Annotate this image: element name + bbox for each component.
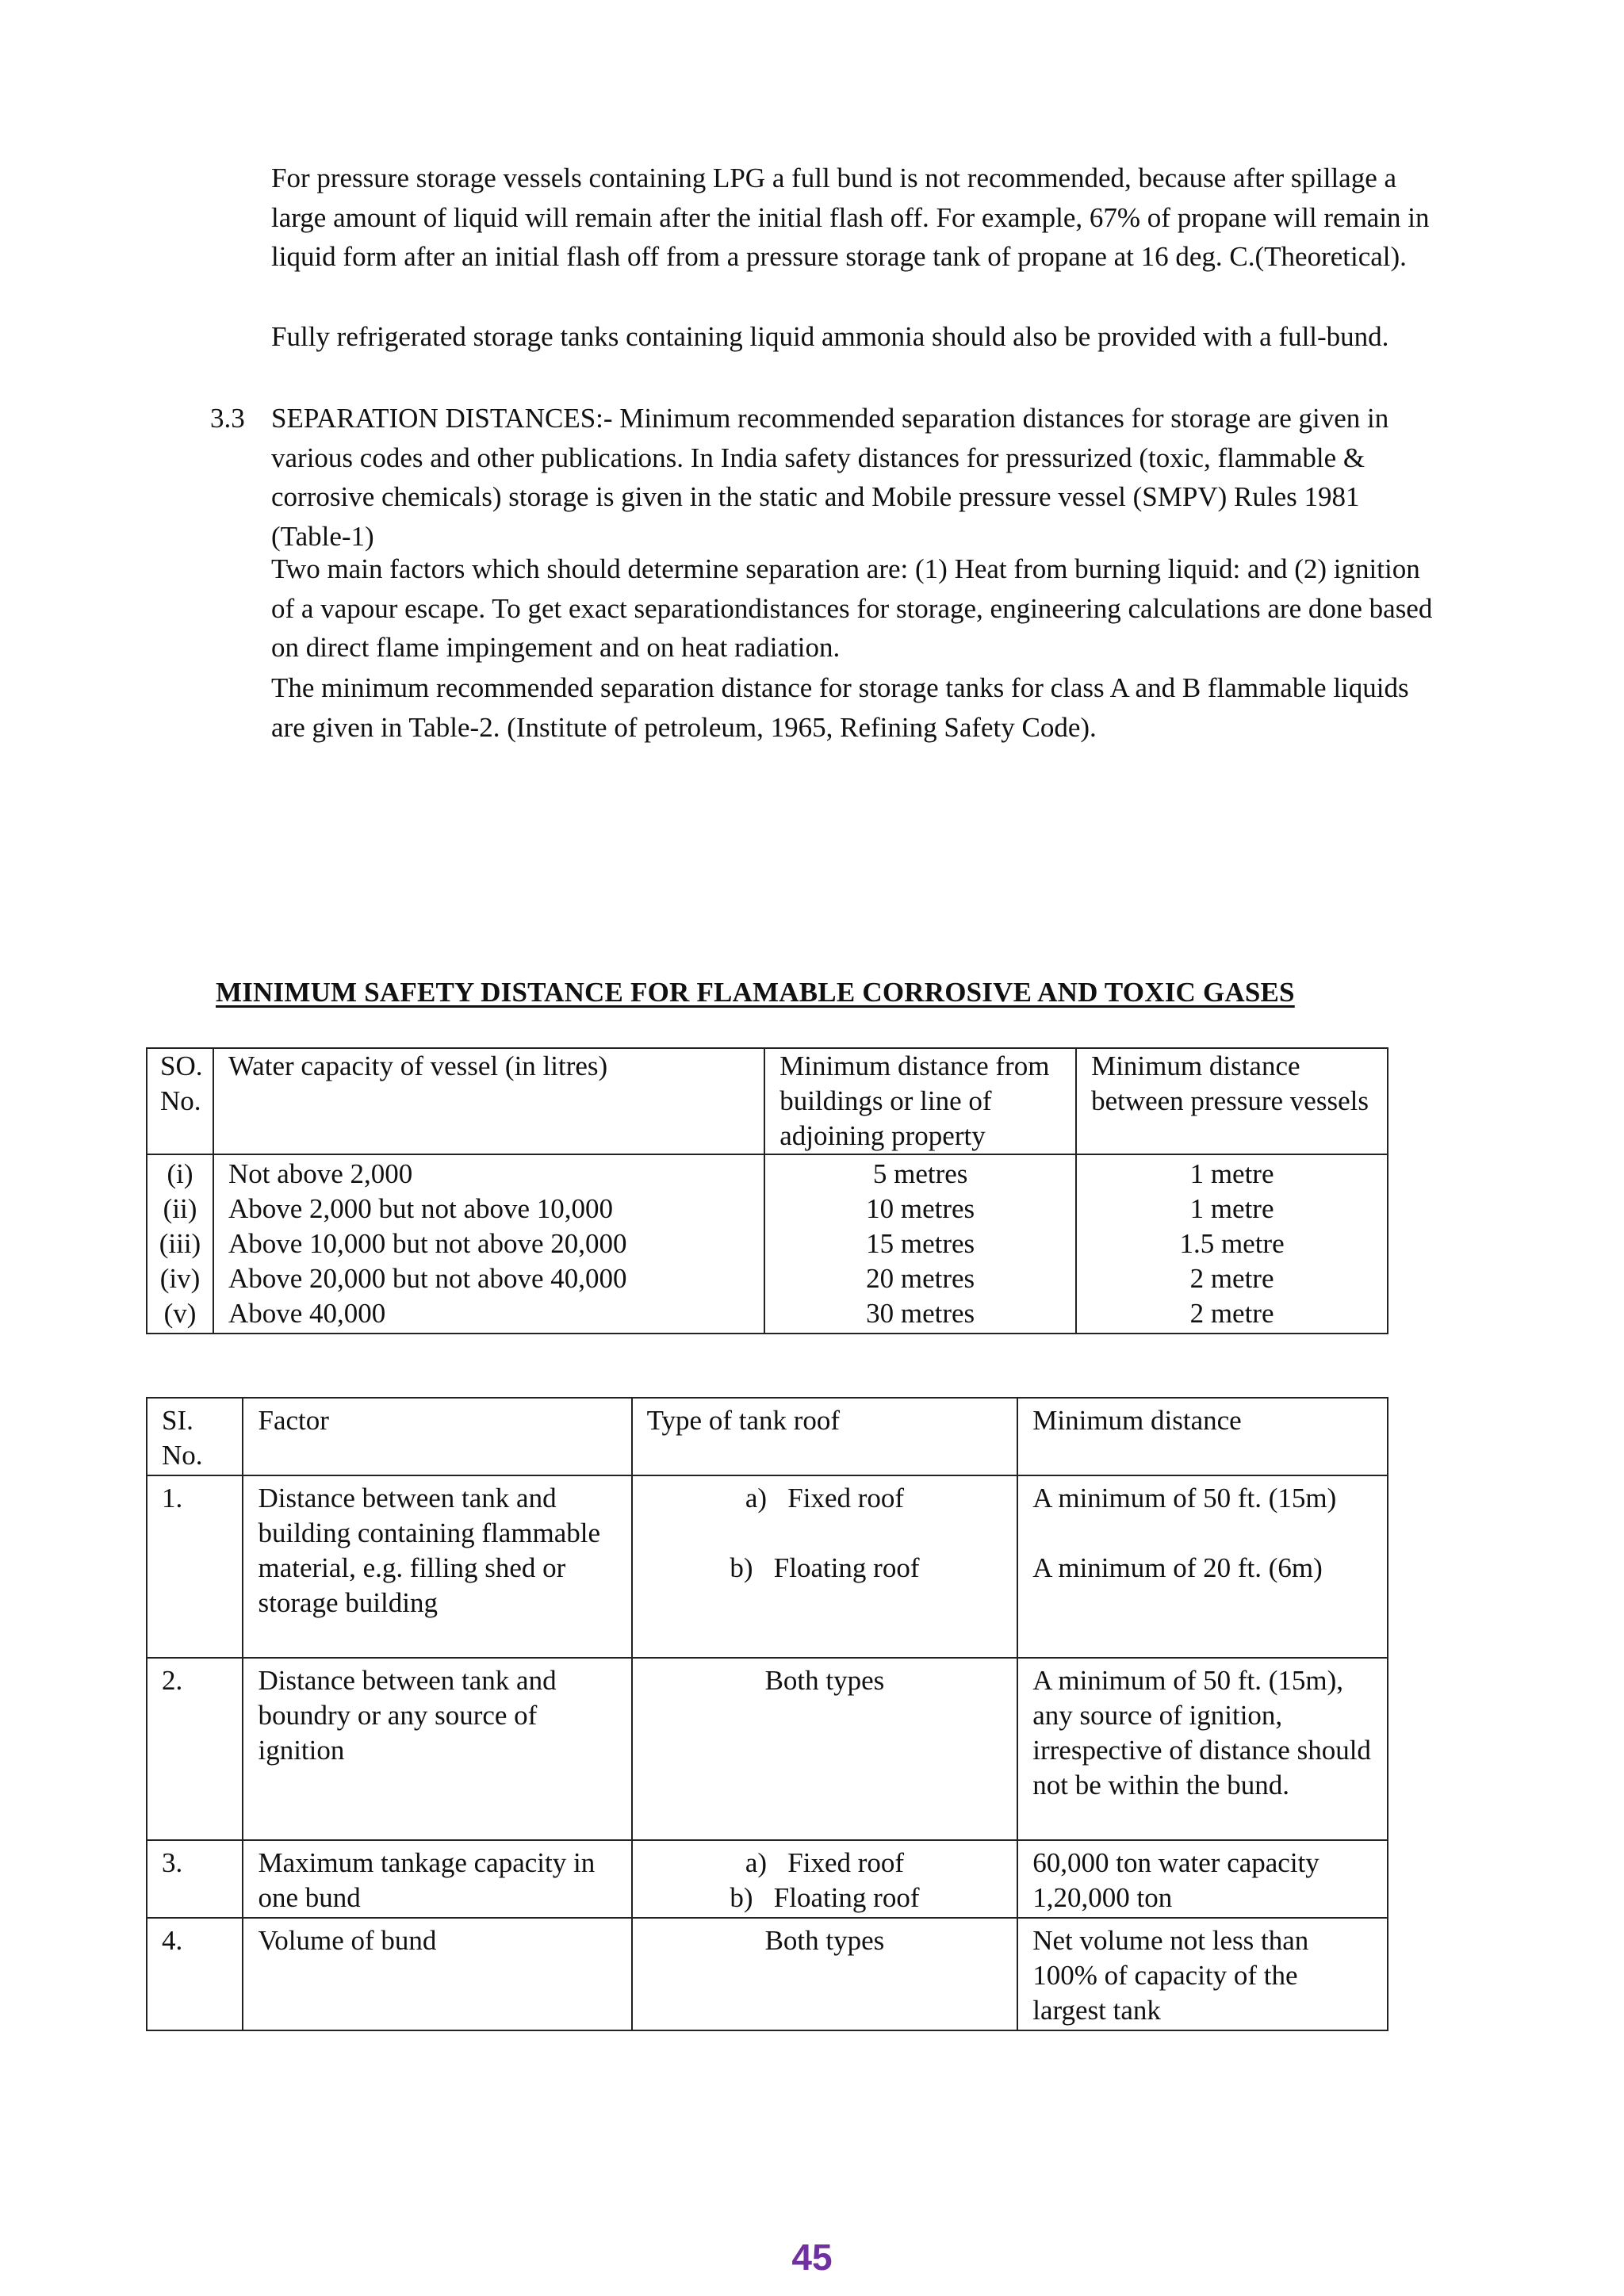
- paragraph-table2-reference: The minimum recommended separation distance for storage tanks for class A and B flammable liquids are given in Table-2. (Institute of petroleum, 1965, Refining Safety Code).: [271, 672, 1409, 743]
- table-cell: 2 metre: [1189, 1263, 1274, 1294]
- table-cell: Above 10,000 but not above 20,000: [228, 1228, 627, 1259]
- distance-fixed: A minimum of 50 ft. (15m): [1032, 1483, 1337, 1513]
- table-cell: 1 metre: [1189, 1193, 1274, 1224]
- so-no-column: [147, 1154, 213, 1334]
- table-cell: Above 20,000 but not above 40,000: [228, 1263, 627, 1294]
- table-cell: 1 metre: [1189, 1158, 1274, 1189]
- table-row: [147, 1918, 1388, 2030]
- table-cell: Distance between tank and boundry or any source of ignition: [243, 1658, 631, 1840]
- table-cell: 1.: [147, 1475, 243, 1658]
- table-header-row: [147, 1398, 1388, 1475]
- section-number: 3.3: [210, 403, 245, 434]
- table1-title: MINIMUM SAFETY DISTANCE FOR FLAMABLE CORROSIVE AND TOXIC GASES: [216, 977, 1295, 1008]
- table-cell: (iii): [159, 1228, 201, 1259]
- header-si-no: SI. No.: [147, 1398, 243, 1475]
- table-cell: (v): [163, 1298, 197, 1329]
- table-cell: 15 metres: [866, 1228, 975, 1259]
- table-cell: [1017, 1475, 1388, 1658]
- table-row: [147, 1840, 1388, 1918]
- roof-option-fixed: a) Fixed roof: [745, 1847, 905, 1878]
- table-cell: (ii): [163, 1193, 197, 1224]
- roof-option-fixed: a) Fixed roof: [745, 1483, 905, 1513]
- table-body-row: [147, 1154, 1388, 1334]
- table-cell: Above 2,000 but not above 10,000: [228, 1193, 614, 1224]
- header-from-buildings: Minimum distance from buildings or line of adjoining property: [764, 1048, 1076, 1154]
- table-cell: 30 metres: [866, 1298, 975, 1329]
- table-cell: Not above 2,000: [228, 1158, 413, 1189]
- table-cell: 2 metre: [1189, 1298, 1274, 1329]
- header-so-no: SO. No.: [147, 1048, 213, 1154]
- paragraph-main-factors: Two main factors which should determine separation are: (1) Heat from burning liquid: and (2) ignition of a vapour escape. To get exact separationdistances for storage, engineering calculations are done based on direct flame impingement and on heat radiation.: [271, 553, 1433, 663]
- roof-option-floating: b) Floating roof: [730, 1552, 920, 1583]
- capacity-column: [213, 1154, 764, 1334]
- table-cell: [1017, 1840, 1388, 1918]
- paragraph-ammonia-bund: Fully refrigerated storage tanks containing liquid ammonia should also be provided with a full-bund.: [271, 321, 1389, 352]
- table-row: [147, 1658, 1388, 1840]
- page-number: 45: [791, 2237, 833, 2278]
- from-buildings-column: [764, 1154, 1076, 1334]
- table-cell: Distance between tank and building containing flammable material, e.g. filling shed or storage building: [243, 1475, 631, 1658]
- table-cell: Both types: [632, 1918, 1018, 2030]
- table-row: [147, 1475, 1388, 1658]
- table-cell: Net volume not less than 100% of capacity of the largest tank: [1017, 1918, 1388, 2030]
- between-vessels-column: [1076, 1154, 1388, 1334]
- table-cell: Above 40,000: [228, 1298, 386, 1329]
- roof-option-floating: b) Floating roof: [730, 1882, 920, 1913]
- table-cell: 4.: [147, 1918, 243, 2030]
- table-cell: 5 metres: [872, 1158, 968, 1189]
- header-factor: Factor: [243, 1398, 631, 1475]
- safety-distance-table: [146, 1047, 1388, 1334]
- table-cell: (iv): [159, 1263, 201, 1294]
- header-between-vessels: Minimum distance between pressure vessels: [1076, 1048, 1388, 1154]
- table-cell: [632, 1475, 1018, 1658]
- header-roof: Type of tank roof: [632, 1398, 1018, 1475]
- table-cell: Volume of bund: [243, 1918, 631, 2030]
- distance-floating: A minimum of 20 ft. (6m): [1032, 1552, 1323, 1583]
- table-cell: [632, 1840, 1018, 1918]
- paragraph-separation-distances: SEPARATION DISTANCES:- Minimum recommended separation distances for storage are given in various codes and other publications. In India safety distances for pressurized (toxic, flammable & corrosive chemicals) storage is given in the static and Mobile pressure vessel (SMPV) Rules 1981 (Table-1): [271, 403, 1389, 552]
- table-cell: (i): [167, 1158, 193, 1189]
- table-cell: Both types: [632, 1658, 1018, 1840]
- separation-distance-table: [146, 1397, 1388, 2031]
- table-cell: 10 metres: [866, 1193, 975, 1224]
- table-cell: 20 metres: [866, 1263, 975, 1294]
- table-header-row: [147, 1048, 1388, 1154]
- capacity-fixed: 60,000 ton water capacity: [1032, 1847, 1320, 1878]
- table-cell: 3.: [147, 1840, 243, 1918]
- header-min-distance: Minimum distance: [1017, 1398, 1388, 1475]
- header-capacity: Water capacity of vessel (in litres): [213, 1048, 764, 1154]
- table-cell: 1.5 metre: [1179, 1228, 1285, 1259]
- table-cell: Maximum tankage capacity in one bund: [243, 1840, 631, 1918]
- paragraph-lpg-bund: For pressure storage vessels containing LPG a full bund is not recommended, because after spillage a large amount of liquid will remain after the initial flash off. For example, 67% of propane will remain in liquid form after an initial flash off from a pressure storage tank of propane at 16 deg. C.(Theoretical).: [271, 163, 1430, 272]
- capacity-floating: 1,20,000 ton: [1032, 1882, 1173, 1913]
- table-cell: A minimum of 50 ft. (15m), any source of ignition, irrespective of distance should not be within the bund.: [1017, 1658, 1388, 1840]
- table-cell: 2.: [147, 1658, 243, 1840]
